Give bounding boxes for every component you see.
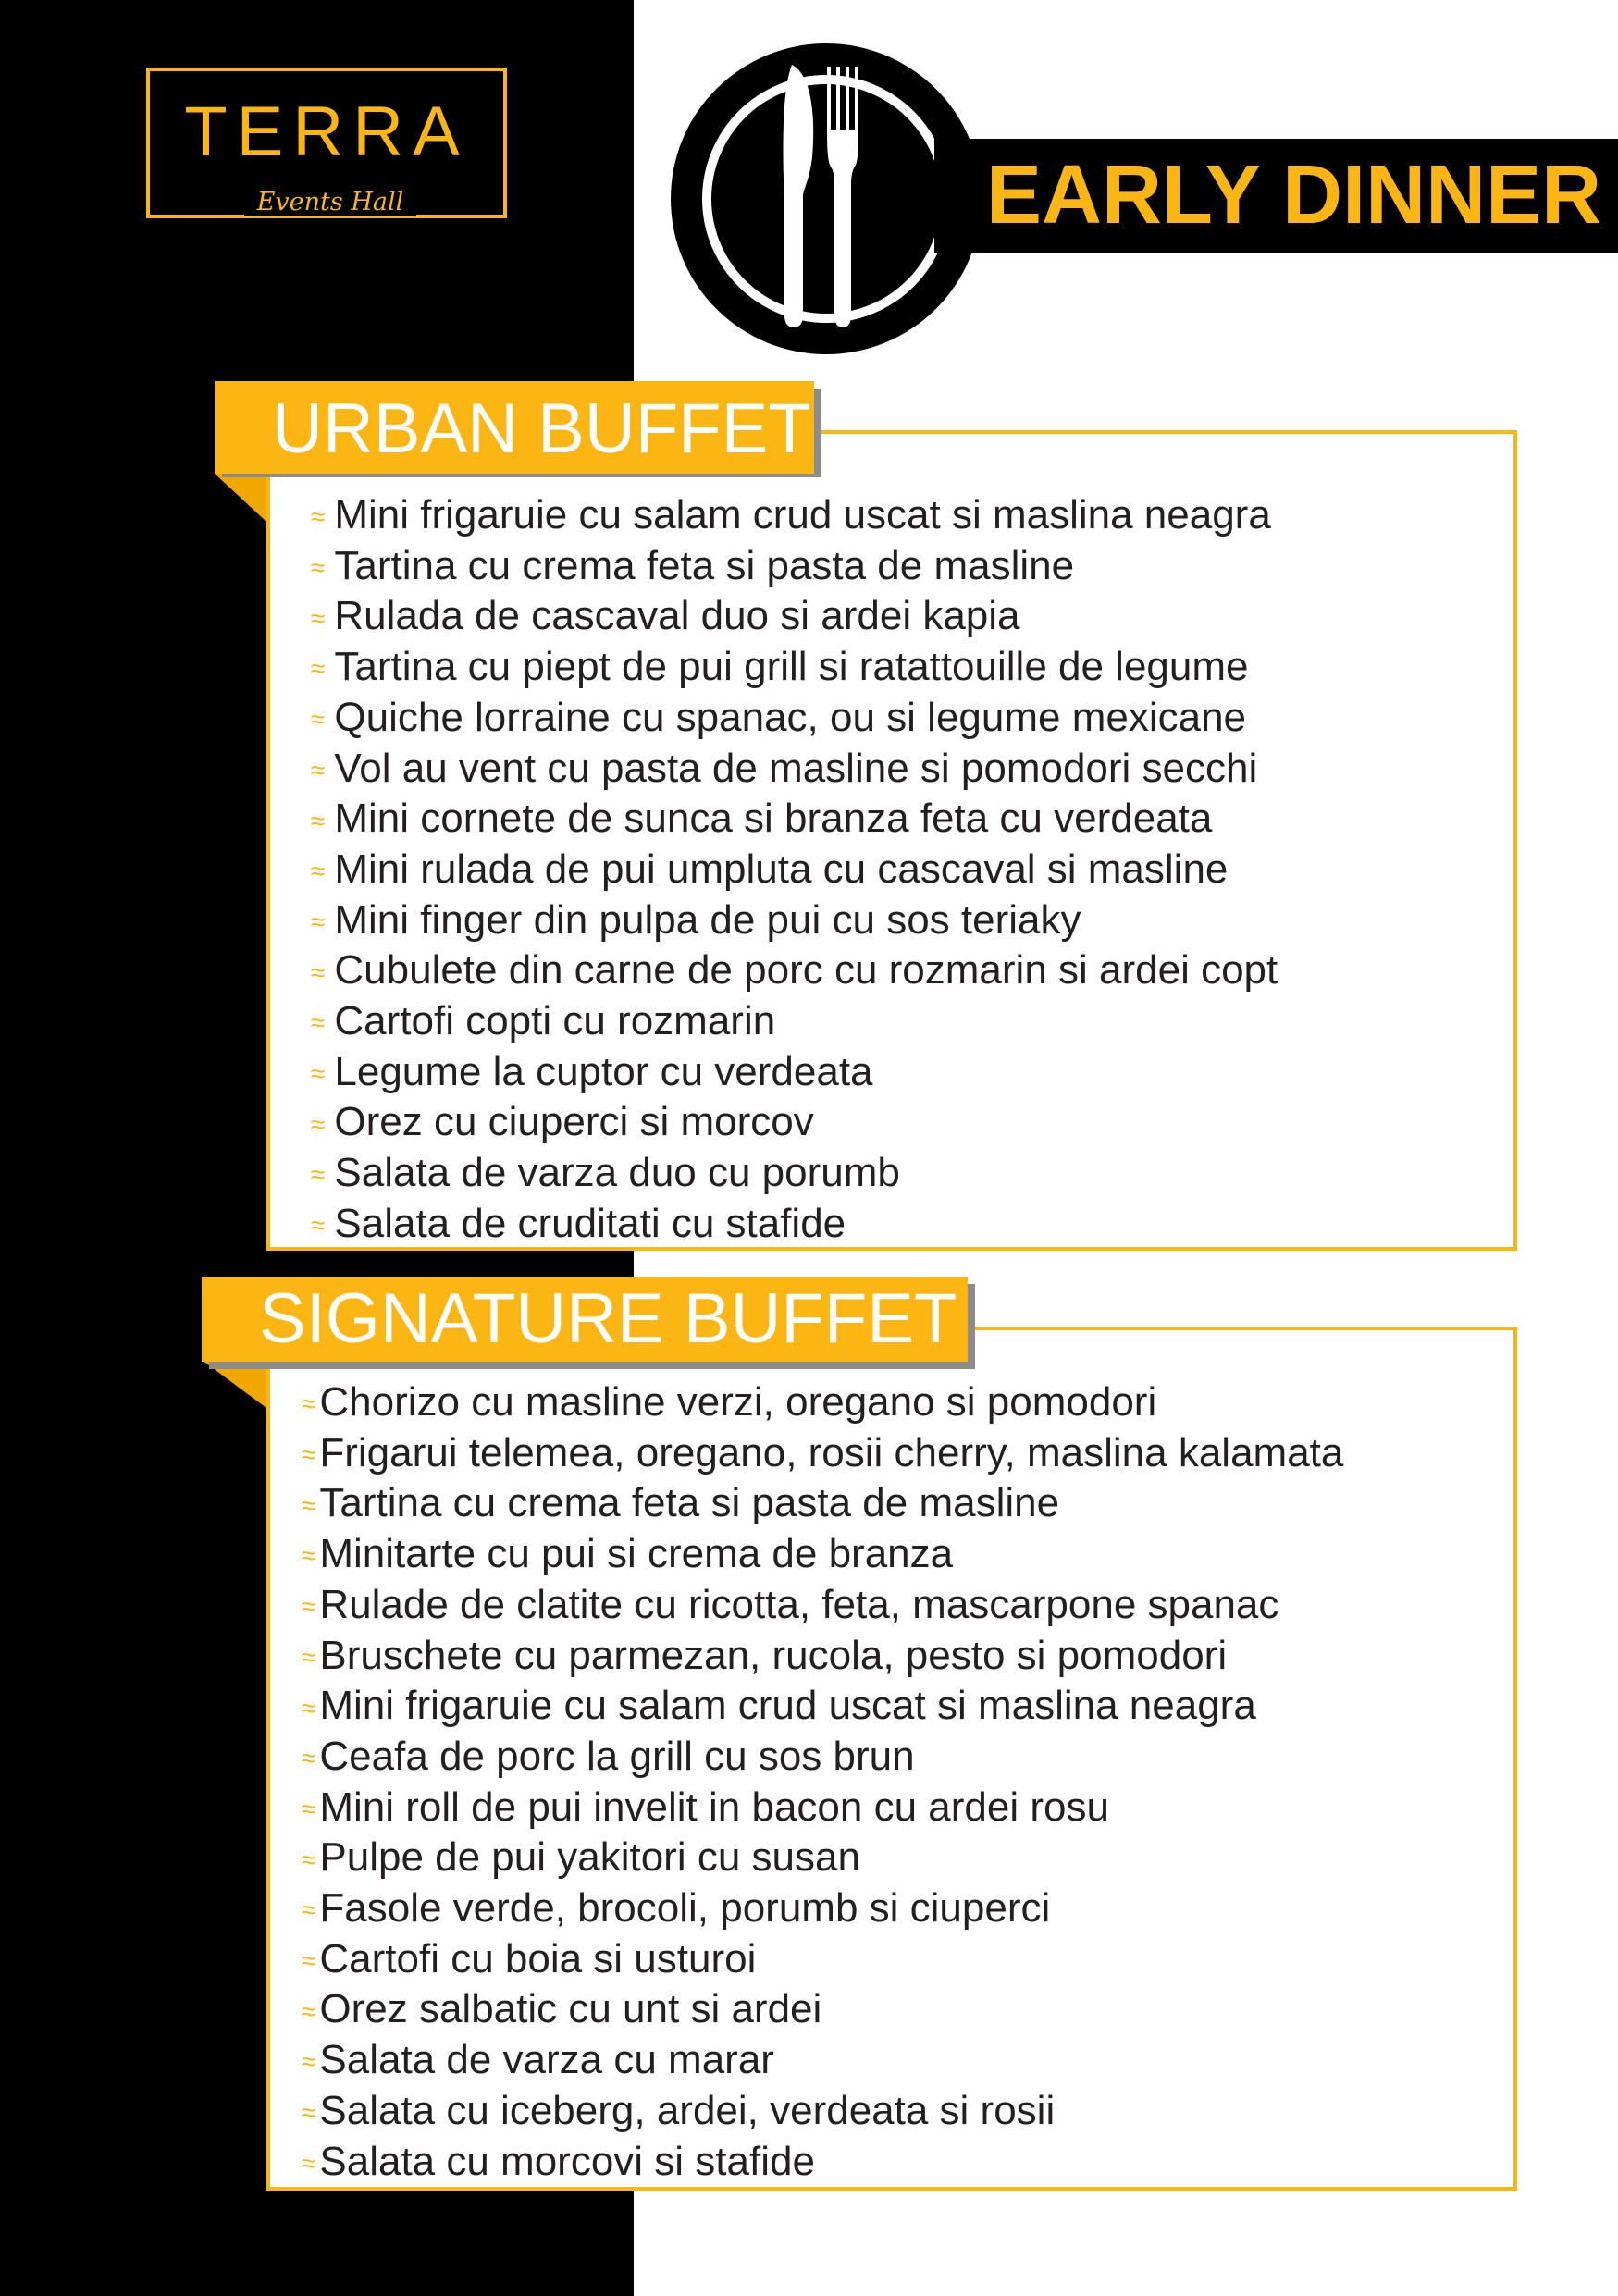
bullet-icon: ≈ <box>302 1592 316 1622</box>
bullet-icon: ≈ <box>302 2098 316 2128</box>
list-item-text: Quiche lorraine cu spanac, ou si legume mexicane <box>334 694 1247 740</box>
list-item-text: Tartina cu crema feta si pasta de masline <box>334 542 1075 588</box>
list-item-text: Pulpe de pui yakitori cu susan <box>319 1834 860 1881</box>
bullet-icon: ≈ <box>311 857 326 886</box>
list-item-text: Mini frigaruie cu salam crud uscat si maslina neagra <box>319 1683 1256 1729</box>
bullet-icon: ≈ <box>311 553 326 583</box>
list-item <box>302 1531 954 1577</box>
bullet-icon: ≈ <box>302 1895 316 1925</box>
list-item <box>302 1480 1060 1526</box>
list-item-text: Orez cu ciuperci si morcov <box>334 1099 814 1145</box>
bullet-icon: ≈ <box>311 603 326 633</box>
list-item-text: Rulade de clatite cu ricotta, feta, mascarpone spanac <box>319 1581 1279 1627</box>
list-item-text: Salata cu morcovi si stafide <box>319 2138 815 2184</box>
list-item-text: Cartofi copti cu rozmarin <box>334 998 776 1043</box>
bullet-icon: ≈ <box>311 654 326 684</box>
list-item <box>302 1429 1344 1475</box>
bullet-icon: ≈ <box>311 502 326 532</box>
list-item <box>311 542 1075 588</box>
bullet-icon: ≈ <box>302 1642 316 1672</box>
bullet-icon: ≈ <box>302 1744 316 1773</box>
list-item <box>302 1379 1157 1425</box>
bullet-icon: ≈ <box>311 1059 326 1089</box>
section-title-signature: SIGNATURE BUFFET <box>202 1277 968 1362</box>
list-item-text: Mini rulada de pui umpluta cu cascaval si masline <box>334 846 1229 892</box>
bullet-icon: ≈ <box>302 1845 316 1874</box>
bullet-icon: ≈ <box>311 1211 326 1241</box>
bullet-icon: ≈ <box>302 2148 316 2178</box>
list-item-text: Frigarui telemea, oregano, rosii cherry, maslina kalamata <box>319 1429 1344 1475</box>
list-item-text: Rulada de cascaval duo si ardei kapia <box>334 593 1020 639</box>
list-item <box>302 1784 1109 1830</box>
list-item <box>302 1683 1256 1729</box>
list-item-text: Orez salbatic cu unt si ardei <box>319 1986 822 2032</box>
bullet-icon: ≈ <box>302 1440 316 1470</box>
list-item <box>311 998 776 1043</box>
banner-fold <box>215 474 266 522</box>
bullet-icon: ≈ <box>311 957 326 987</box>
list-item <box>311 1048 873 1094</box>
list-item-text: Chorizo cu masline verzi, oregano si pomodori <box>319 1379 1157 1425</box>
list-item <box>302 1834 860 1881</box>
bullet-icon: ≈ <box>311 1160 326 1190</box>
list-item <box>302 1581 1279 1627</box>
list-item <box>311 947 1278 994</box>
list-item <box>302 1986 822 2032</box>
bullet-icon: ≈ <box>302 1389 316 1419</box>
list-item <box>302 1632 1228 1678</box>
list-item-text: Tartina cu piept de pui grill si ratattouille de legume <box>334 644 1249 690</box>
list-item-text: Minitarte cu pui si crema de branza <box>319 1531 954 1577</box>
list-item <box>311 745 1258 791</box>
list-item-text: Mini frigaruie cu salam crud uscat si maslina neagra <box>334 492 1271 537</box>
list-item-text: Tartina cu crema feta si pasta de masline <box>319 1480 1060 1526</box>
list-item-text: Vol au vent cu pasta de masline si pomodori secchi <box>334 745 1258 791</box>
list-item-text: Salata de varza cu marar <box>319 2037 774 2083</box>
section-title-urban: URBAN BUFFET <box>215 381 814 474</box>
bullet-icon: ≈ <box>311 705 326 734</box>
bullet-icon: ≈ <box>302 1693 316 1722</box>
list-item-text: Fasole verde, brocoli, porumb si ciuperci <box>319 1885 1051 1931</box>
list-item <box>311 796 1213 842</box>
list-item-text: Cubulete din carne de porc cu rozmarin si ardei copt <box>334 947 1278 994</box>
bullet-icon: ≈ <box>302 1794 316 1823</box>
list-item <box>302 1733 915 1779</box>
list-item-text: Salata de cruditati cu stafide <box>334 1200 846 1246</box>
page-title: EARLY DINNER <box>986 149 1602 241</box>
list-item <box>311 896 1081 943</box>
list-item-text: Salata cu iceberg, ardei, verdeata si rosii <box>319 2087 1056 2133</box>
list-item <box>311 492 1271 537</box>
list-item <box>311 1200 846 1246</box>
bullet-icon: ≈ <box>311 755 326 784</box>
list-item-text: Mini finger din pulpa de pui cu sos teriaky <box>334 896 1081 943</box>
list-item <box>302 1885 1051 1931</box>
logo-tagline: Events Hall <box>244 188 417 216</box>
list-item <box>311 694 1247 740</box>
bullet-icon: ≈ <box>311 1109 326 1139</box>
list-item-text: Cartofi cu boia si usturoi <box>319 1935 757 1981</box>
bullet-icon: ≈ <box>302 1946 316 1976</box>
logo <box>146 68 507 218</box>
list-item-text: Salata de varza duo cu porumb <box>334 1150 900 1196</box>
list-item-text: Legume la cuptor cu verdeata <box>334 1048 873 1094</box>
bullet-icon: ≈ <box>302 1490 316 1520</box>
list-item <box>311 846 1229 892</box>
list-item <box>311 1099 814 1145</box>
bullet-icon: ≈ <box>302 1996 316 2026</box>
list-item <box>302 2138 815 2184</box>
bullet-icon: ≈ <box>302 2047 316 2077</box>
list-item-text: Bruschete cu parmezan, rucola, pesto si pomodori <box>319 1632 1228 1678</box>
list-item <box>302 1935 757 1981</box>
bullet-icon: ≈ <box>311 1008 326 1038</box>
list-item <box>311 593 1020 639</box>
list-item-text: Ceafa de porc la grill cu sos brun <box>319 1733 915 1779</box>
bullet-icon: ≈ <box>311 806 326 835</box>
bullet-icon: ≈ <box>311 907 326 936</box>
list-item-text: Mini cornete de sunca si branza feta cu verdeata <box>334 796 1213 842</box>
list-item <box>311 644 1249 690</box>
list-item <box>311 1150 900 1196</box>
bullet-icon: ≈ <box>302 1541 316 1571</box>
title-banner <box>934 139 1618 253</box>
logo-name: TERRA <box>184 93 469 171</box>
list-item <box>302 2037 774 2083</box>
list-item-text: Mini roll de pui invelit in bacon cu ardei rosu <box>319 1784 1109 1830</box>
list-item <box>302 2087 1056 2133</box>
